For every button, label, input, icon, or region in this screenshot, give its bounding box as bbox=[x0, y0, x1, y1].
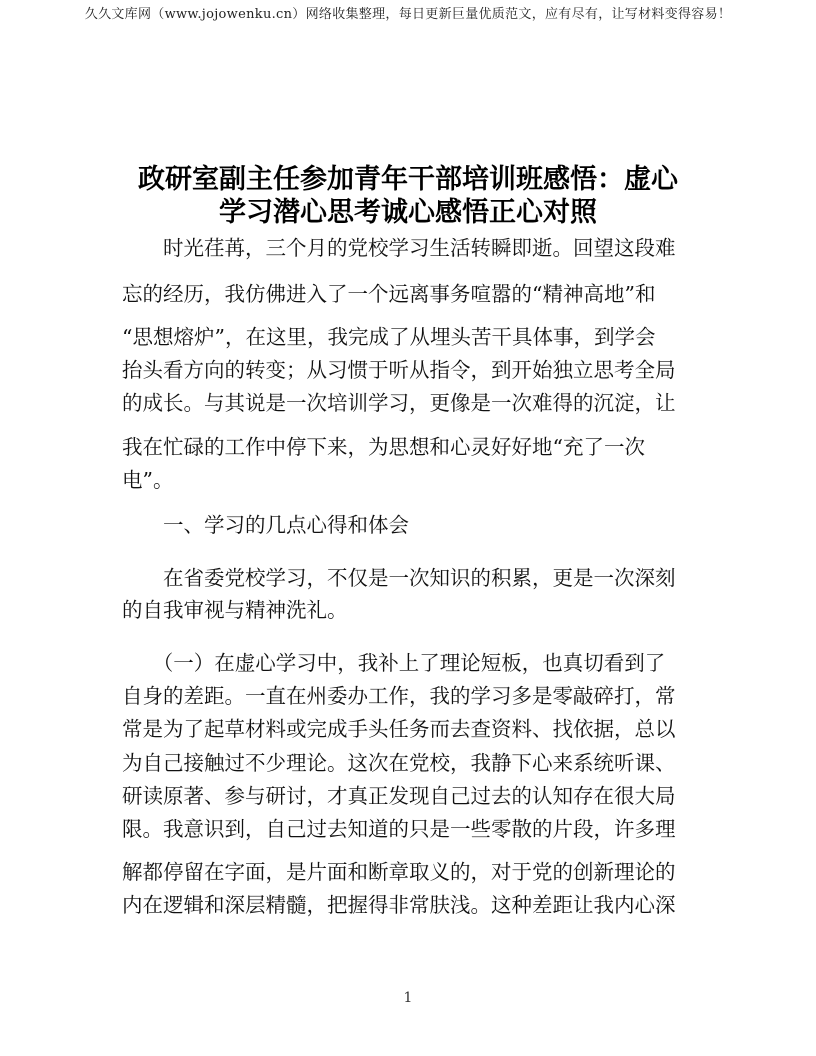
intro-line-7: 电”。 bbox=[122, 468, 174, 492]
section-intro-line-2: 的自我审视与精神洗礼。 bbox=[122, 598, 348, 622]
document-title-line-1: 政研室副主任参加青年干部培训班感悟：虚心 bbox=[138, 164, 678, 195]
point-one-line-8: 内在逻辑和深层精髓，把握得非常肤浅。这种差距让我内心深 bbox=[122, 893, 676, 917]
point-one-line-7: 解都停留在字面，是片面和断章取义的，对于党的创新理论的 bbox=[122, 860, 676, 884]
section-intro-line-1: 在省委党校学习，不仅是一次知识的积累，更是一次深刻 bbox=[122, 566, 676, 590]
intro-line-6: 我在忙碌的工作中停下来，为思想和心灵好好地“充了一次 bbox=[122, 435, 645, 459]
point-one-line-5: 研读原著、参与研讨，才真正发现自己过去的认知存在很大局 bbox=[122, 784, 676, 808]
section-heading: 一、学习的几点心得和体会 bbox=[122, 513, 409, 537]
intro-line-1: 时光荏苒，三个月的党校学习生活转瞬即逝。回望这段难 bbox=[122, 236, 676, 260]
point-one-line-3: 常是为了起草材料或完成手头任务而去查资料、找依据，总以 bbox=[122, 717, 676, 741]
point-one-line-4: 为自己接触过不少理论。这次在党校，我静下心来系统听课、 bbox=[122, 751, 676, 775]
point-one-line-2: 自身的差距。一直在州委办工作，我的学习多是零敲碎打，常 bbox=[122, 684, 676, 708]
page-number: 1 bbox=[403, 990, 413, 1006]
intro-line-2: 忘的经历，我仿佛进入了一个远离事务喧嚣的“精神高地”和 bbox=[122, 282, 656, 306]
document-title-line-2: 学习潜心思考诚心感悟正心对照 bbox=[219, 197, 597, 228]
point-one-line-6: 限。我意识到，自己过去知道的只是一些零散的片段，许多理 bbox=[122, 817, 676, 841]
intro-line-5: 的成长。与其说是一次培训学习，更像是一次难得的沉淀，让 bbox=[122, 391, 676, 415]
intro-line-4: 抬头看方向的转变；从习惯于听从指令，到开始独立思考全局 bbox=[122, 358, 676, 382]
page-header: 久久文库网（www.jojowenku.cn）网络收集整理，每日更新巨量优质范文，应有尽有，让写材料变得容易！ bbox=[84, 7, 732, 22]
point-one-line-1: （一）在虚心学习中，我补上了理论短板，也真切看到了 bbox=[122, 651, 666, 675]
intro-line-3: “思想熔炉”，在这里，我完成了从埋头苦干具体事，到学会 bbox=[122, 325, 656, 349]
